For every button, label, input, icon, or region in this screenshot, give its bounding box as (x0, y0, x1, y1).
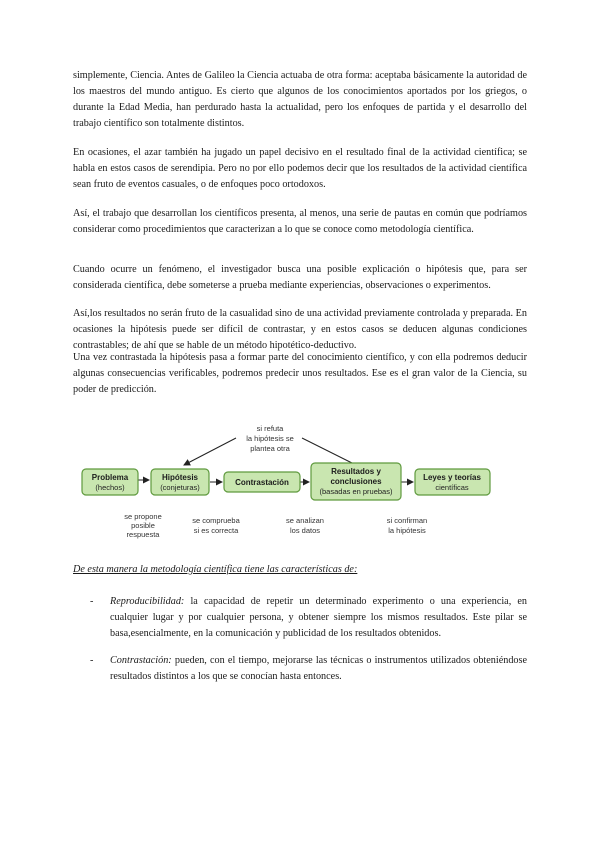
bullet-dash: - (90, 655, 94, 666)
paragraph-4: Cuando ocurre un fenómeno, el investigador busca una posible explicación o hipótesis que, para ser considerada científica, debe someterse a prueba mediante experiencias, observaciones o experimentos. (73, 264, 527, 291)
box-leyes-title: Leyes y teorías (423, 473, 481, 482)
box-contrastacion-title: Contrastación (235, 478, 289, 487)
paragraph-3: Así, el trabajo que desarrollan los científicos presenta, al menos, una serie de pautas en común que podríamos considerar como procedimientos que caracterizan a lo que se conoce como metodología científica. (73, 208, 527, 235)
paragraph-6: Una vez contrastada la hipótesis pasa a formar parte del conocimiento científico, y con ella podremos deducir algunas consecuencias verificables, podremos predecir unos resultados. Ese es el gran valor de la Ciencia, su poder de predicción. (73, 352, 527, 395)
bullet-dash: - (90, 596, 94, 607)
paragraph-5: Así,los resultados no serán fruto de la casualidad sino de una actividad previamente controlada y preparada. En ocasiones la hipótesis puede ser difícil de contrastar, y en estos casos se deducen algunas condiciones contrastables; de ahí que se hable de un método hipotético-deductivo. (73, 308, 527, 351)
box-contrastacion (224, 472, 300, 492)
box-resultados-sub: (basadas en pruebas) (319, 487, 393, 496)
section-heading: De esta manera la metodología científica tiene las características de: (73, 564, 358, 575)
note-propone-3: respuesta (126, 530, 160, 539)
box-problema-title: Problema (91, 473, 129, 482)
box-resultados-title2: conclusiones (330, 477, 382, 486)
note-propone-1: se propone (124, 512, 162, 521)
note-confirman-1: si confirman (386, 516, 428, 525)
loop-note-3: plantea otra (250, 444, 290, 453)
box-problema (82, 469, 138, 495)
note-confirman-2: la hipótesis (388, 526, 426, 535)
bullet-term: Contrastación: (110, 655, 172, 666)
bullet-contrastacion (90, 653, 527, 685)
loop-note-2: la hipótesis se (246, 434, 294, 443)
note-comprueba-1: se comprueba (192, 516, 240, 525)
bullet-term: Reproducibilidad: (110, 596, 185, 607)
note-comprueba-2: si es correcta (193, 526, 239, 535)
bullet-text: la capacidad de repetir un determinado experimento o una experiencia, en cualquier lugar y por cualquier persona, y obtener siempre los mismos resultados. Este pilar se basa,esencialmente, en la comunicación y publicidad de los resultados obtenidos. (110, 596, 527, 639)
loop-arrow-left (184, 438, 236, 465)
box-hipotesis-title: Hipótesis (161, 473, 199, 482)
bullet-reproducibilidad (90, 594, 527, 642)
box-problema-sub: (hechos) (95, 483, 125, 492)
loop-line-right (302, 438, 352, 463)
box-hipotesis (151, 469, 209, 495)
box-leyes (415, 469, 490, 495)
box-resultados-title: Resultados y (331, 467, 381, 476)
box-hipotesis-sub: (conjeturas) (160, 483, 200, 492)
bullet-text: pueden, con el tiempo, mejorarse las técnicas o instrumentos utilizados obteniéndose resultados distintos a los que se conocían hasta entonces. (110, 655, 527, 682)
paragraph-1: simplemente, Ciencia. Antes de Galileo la Ciencia actuaba de otra forma: aceptaba básicamente la autoridad de los maestros del mundo antiguo. Es cierto que algunos de los conocimientos aportados por los griegos, o durante la Edad Media, han perdurado hasta la actualidad, pero los enfoques de partida y el desarrollo del trabajo científico son totalmente distintos. (73, 70, 527, 129)
box-resultados (311, 463, 401, 500)
loop-note-1: si refuta (256, 424, 284, 433)
box-leyes-sub: científicas (435, 483, 469, 492)
paragraph-2: En ocasiones, el azar también ha jugado un papel decisivo en el resultado final de la actividad científica; se habla en estos casos de serendipia. Pero no por ello podemos decir que los resultados de la actividad científica sean fruto de eventos casuales, o de enfoques poco ortodoxos. (73, 147, 527, 190)
note-analizan-2: los datos (289, 526, 321, 535)
note-propone-2: posible (131, 521, 155, 530)
note-analizan-1: se analizan (286, 516, 324, 525)
